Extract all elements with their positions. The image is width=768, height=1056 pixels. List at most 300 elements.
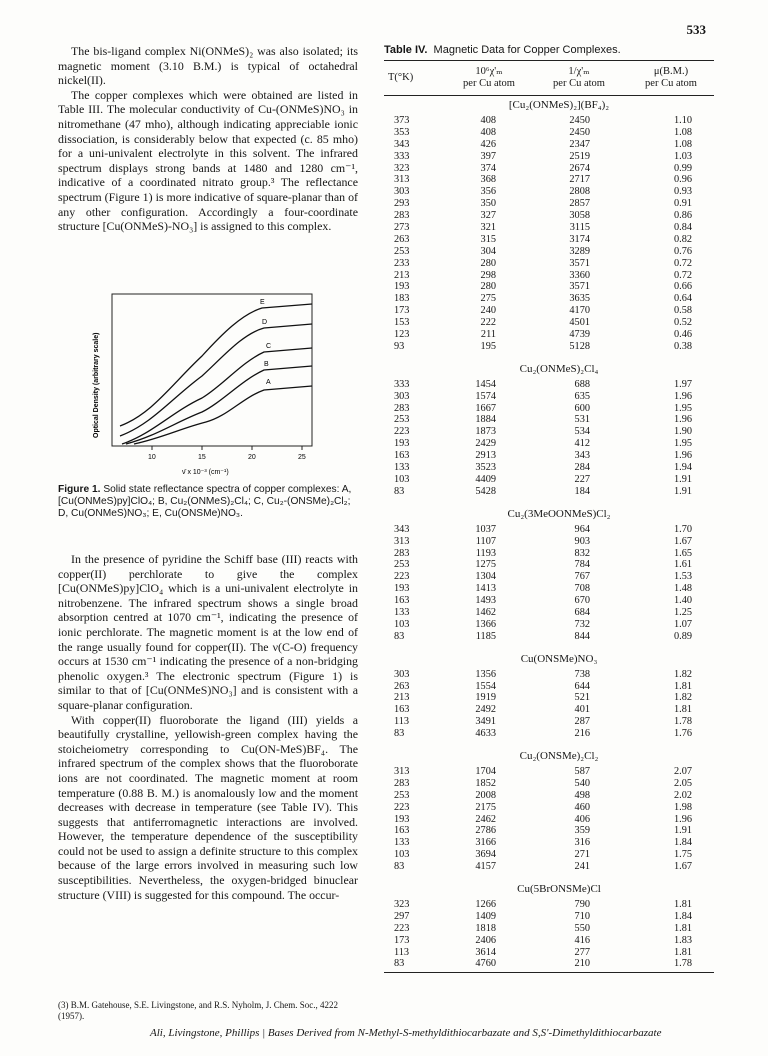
table-cell: 283 [394, 210, 410, 222]
table-cell: 93 [394, 340, 405, 352]
table-row [384, 571, 714, 583]
table-cell: 1.78 [673, 716, 692, 728]
table-cell: 1.82 [673, 692, 692, 704]
table-cell: 5428 [475, 485, 496, 497]
table-cell: 133 [394, 606, 410, 618]
table-cell: 1.75 [673, 849, 692, 861]
curve-label-A: A [266, 379, 271, 386]
table-row [384, 246, 714, 258]
table-cell: 1.84 [673, 837, 692, 849]
table-row [384, 403, 714, 415]
table-cell: 3523 [475, 462, 496, 474]
table-cell: 2913 [475, 450, 496, 462]
table-cell: 263 [394, 233, 410, 245]
table-cell: 263 [394, 680, 410, 692]
table-cell: 2008 [475, 789, 496, 801]
section-title: Cu(5BrONSMe)Cl [517, 882, 601, 895]
table-cell: 732 [574, 618, 590, 630]
curve-label-B: B [264, 361, 269, 368]
table-body [384, 96, 714, 970]
table-cell: 3289 [569, 245, 590, 257]
table-cell: 4170 [569, 305, 590, 317]
table-cell: 2786 [475, 825, 496, 837]
table-cell: 1574 [475, 390, 496, 402]
table-cell: 1037 [475, 523, 496, 535]
curve-label-C: C [266, 343, 272, 350]
table-cell: 1366 [475, 618, 496, 630]
table-cell: 2519 [569, 150, 590, 162]
table-row [384, 270, 714, 282]
table-row [384, 474, 714, 486]
table-cell: 3694 [475, 849, 496, 861]
table-cell: 2175 [475, 801, 496, 813]
table-cell: 304 [480, 245, 496, 257]
table-row [384, 814, 714, 826]
section-title: Cu₂(ONMeS)₂Cl₄ [519, 362, 599, 375]
table-cell: 195 [480, 340, 496, 352]
table-row [384, 462, 714, 474]
table-cell: 1.03 [673, 150, 692, 162]
table-row [384, 174, 714, 186]
table-cell: 1.91 [673, 485, 692, 497]
table-cell: 784 [574, 559, 590, 571]
table-cell: 353 [394, 126, 410, 138]
table-cell: 313 [394, 765, 410, 777]
table-cell: 964 [574, 523, 590, 535]
table-cell: 4739 [569, 329, 590, 341]
table-cell: 416 [574, 934, 590, 946]
table-cell: 1.82 [673, 668, 692, 680]
table-row [384, 704, 714, 716]
table-cell: 213 [394, 692, 410, 704]
table-cell: 298 [480, 269, 496, 281]
table-cell: 0.46 [673, 329, 692, 341]
table-cell: 1873 [475, 426, 496, 438]
table-row [384, 947, 714, 959]
table-cell: 790 [574, 898, 590, 910]
table-cell: 1919 [475, 692, 496, 704]
table-cell: 1.94 [673, 462, 692, 474]
table-cell: 521 [574, 692, 590, 704]
table-cell: 223 [394, 426, 410, 438]
y-axis-label: Optical Density (arbitrary scale) [93, 332, 100, 438]
table-cell: 1193 [475, 547, 496, 559]
table-cell: 460 [574, 801, 590, 813]
table-cell: 3571 [569, 257, 590, 269]
table-cell: 2450 [569, 126, 590, 138]
table-cell: 767 [574, 571, 590, 583]
table-cell: 0.52 [673, 317, 692, 329]
table-header [384, 61, 714, 95]
table-cell: 1.96 [673, 414, 692, 426]
table-cell: 1.08 [673, 126, 692, 138]
table-cell: 173 [394, 305, 410, 317]
table-row [384, 766, 714, 778]
table-cell: 323 [394, 162, 410, 174]
table-title: Magnetic Data for Copper Complexes. [433, 44, 621, 56]
table-cell: 401 [574, 704, 590, 716]
table-cell: 1356 [475, 668, 496, 680]
table-cell: 2462 [475, 813, 496, 825]
table-cell: 359 [574, 825, 590, 837]
table-cell: 0.91 [673, 198, 692, 210]
table-row [384, 631, 714, 643]
table-cell: 173 [394, 934, 410, 946]
paragraph-pyridine: In the presence of pyridine the Schiff base (III) reacts with copper(II) perchlorate to give the complex [Cu(ONMeS)py]ClO₄ which is a uni-univalent electrolyte in nitrobenzene. The infrared spectrum shows a single broad absorption centred at 1070 cm⁻¹, indicating the presence of ionic perchlorate. The magnetic moment is at the low end of the range usually found for copper(II). The ν(C-O) frequency occurs at 1530 cm⁻¹ indicating the presence of a non-bridging phenolic oxygen.³ The electronic spectrum (Figure 1) is similar to that of [Cu(ONMeS)NO₃] and is consistent with a square-planar configuration. [58, 552, 358, 712]
table-row [384, 681, 714, 693]
table-cell: 1.81 [673, 898, 692, 910]
table-cell: 1667 [475, 402, 496, 414]
table-row [384, 595, 714, 607]
table-row [384, 426, 714, 438]
table-cell: 534 [574, 426, 590, 438]
table-cell: 635 [574, 390, 590, 402]
caption-text: Solid state reflectance spectra of copper complexes: A, [Cu(ONMeS)py]ClO₄; B, Cu₂(ONMeS)₂Cl₄; C, Cu₂-(ONSMe)₂Cl₂; D, Cu(ONMeS)NO₃; E, Cu(ONSMe)NO₃. [58, 484, 352, 519]
table-cell: 0.99 [673, 162, 692, 174]
table-cell: 2347 [569, 138, 590, 150]
table-cell: 253 [394, 245, 410, 257]
table-cell: 0.38 [673, 340, 692, 352]
x-tick-20: 20 [248, 454, 256, 461]
table-cell: 1.25 [673, 606, 692, 618]
table-cell: 210 [574, 958, 590, 970]
page-number: 533 [686, 22, 706, 37]
table-cell: 297 [394, 910, 410, 922]
table-cell: 368 [480, 174, 496, 186]
table-cell: 1818 [475, 922, 496, 934]
table-cell: 184 [574, 485, 590, 497]
table-cell: 356 [480, 186, 496, 198]
curve-E [120, 304, 312, 426]
left-column-bottom [58, 552, 358, 902]
table-cell: 103 [394, 849, 410, 861]
table-cell: 303 [394, 186, 410, 198]
paragraph-nickel: The bis-ligand complex Ni(ONMeS)₂ was also isolated; its magnetic moment (3.10 B.M.) is typical of octahedral nickel(II). [58, 44, 358, 88]
table-cell: 1.91 [673, 473, 692, 485]
x-tick-25: 25 [298, 454, 306, 461]
table-cell: 103 [394, 473, 410, 485]
table-cell: 3058 [569, 210, 590, 222]
table-cell: 3614 [475, 946, 496, 958]
table-cell: 0.66 [673, 281, 692, 293]
table-cell: 0.64 [673, 293, 692, 305]
table-cell: 277 [574, 946, 590, 958]
table-cell: 133 [394, 462, 410, 474]
table-row [384, 559, 714, 571]
table-cell: 1304 [475, 571, 496, 583]
table-cell: 193 [394, 438, 410, 450]
caption-label: Figure 1. [58, 484, 101, 495]
table-cell: 738 [574, 668, 590, 680]
table-cell: 303 [394, 390, 410, 402]
table-cell: 253 [394, 559, 410, 571]
table-cell: 1.95 [673, 402, 692, 414]
table-row [384, 911, 714, 923]
section-title: [Cu₂(ONMeS)₂](BF₄)₂ [508, 99, 610, 111]
table-cell: 1.98 [673, 801, 692, 813]
table-row [384, 899, 714, 911]
table-cell: 343 [574, 450, 590, 462]
table-cell: 211 [480, 329, 496, 341]
table-row [384, 861, 714, 873]
table-cell: 83 [394, 728, 405, 740]
table-row [384, 293, 714, 305]
table-cell: 2717 [569, 174, 590, 186]
table-row [384, 438, 714, 450]
table-cell: 2429 [475, 438, 496, 450]
table-cell: 3360 [569, 269, 590, 281]
table-cell: 1.67 [673, 861, 692, 873]
table-cell: 1462 [475, 606, 496, 618]
table-row [384, 619, 714, 631]
running-footer: Ali, Livingstone, Phillips | Bases Derived from N-Methyl-S-methyldithiocarbazate and S,S'-Dimethyldithiocarbazate [150, 1027, 662, 1039]
table-cell: 844 [574, 630, 590, 642]
table-cell: 83 [394, 958, 405, 970]
figure-caption [58, 484, 363, 520]
table-row [384, 825, 714, 837]
table-cell: 1.10 [673, 115, 692, 126]
table-row [384, 127, 714, 139]
table-row [384, 258, 714, 270]
table-cell: 397 [480, 150, 496, 162]
plot-frame [112, 294, 312, 446]
table-row [384, 790, 714, 802]
table-cell: 903 [574, 535, 590, 547]
table-cell: 275 [480, 293, 496, 305]
table-cell: 408 [480, 115, 496, 126]
header-mu: μ(B.M.) per Cu atom [645, 66, 697, 89]
table-cell: 3635 [569, 293, 590, 305]
table-cell: 1.81 [673, 704, 692, 716]
table-cell: 153 [394, 317, 410, 329]
table-cell: 1.96 [673, 813, 692, 825]
table-cell: 4501 [569, 317, 590, 329]
table-row [384, 778, 714, 790]
x-axis-label: ν̄ x 10⁻³ (cm⁻¹) [182, 469, 229, 476]
table-cell: 1.61 [673, 559, 692, 571]
table-cell: 273 [394, 222, 410, 234]
table-row [384, 210, 714, 222]
section-title: Cu₂(ONSMe)₂Cl₂ [519, 749, 599, 762]
table-label: Table IV. [384, 44, 428, 56]
table-row [384, 524, 714, 536]
table-cell: 374 [480, 162, 496, 174]
table-cell: 271 [574, 849, 590, 861]
table-cell: 1.76 [673, 728, 692, 740]
table-cell: 1852 [475, 777, 496, 789]
table-cell: 3491 [475, 716, 496, 728]
table-cell: 0.86 [673, 210, 692, 222]
table-cell: 163 [394, 595, 410, 607]
table-cell: 323 [394, 898, 410, 910]
reflectance-spectra-plot [58, 288, 358, 478]
table-row [384, 281, 714, 293]
table-cell: 0.82 [673, 233, 692, 245]
table-cell: 1413 [475, 583, 496, 595]
table-cell: 710 [574, 910, 590, 922]
table-row [384, 151, 714, 163]
table-row [384, 849, 714, 861]
table-iv [384, 44, 714, 973]
table-cell: 316 [574, 837, 590, 849]
curve-A [134, 386, 312, 444]
table-cell: 1.83 [673, 934, 692, 946]
table-cell: 1.78 [673, 958, 692, 970]
table-cell: 1493 [475, 595, 496, 607]
table-cell: 1409 [475, 910, 496, 922]
table-cell: 1.08 [673, 138, 692, 150]
table-row [384, 115, 714, 127]
table-row [384, 923, 714, 935]
table-row [384, 186, 714, 198]
table-cell: 163 [394, 825, 410, 837]
table-row [384, 414, 714, 426]
table-row [384, 341, 714, 353]
table-cell: 1.67 [673, 535, 692, 547]
table-cell: 113 [394, 716, 410, 728]
table-cell: 426 [480, 138, 496, 150]
table-cell: 3174 [569, 233, 590, 245]
table-cell: 283 [394, 547, 410, 559]
table-caption [384, 44, 714, 56]
table-cell: 0.84 [673, 222, 692, 234]
paragraph-fluoroborate: With copper(II) fluoroborate the ligand (III) yields a beautifully crystalline, yellowish-green complex having the stoicheiometry corresponding to Cu(ON-MeS)BF₄. The infrared spectrum of the complex shows that the fluoroborate ions are not coordinated. The magnetic moment at room temperature (0.88 B. M.) is anomalously low and the moment decreases with decrease in temperature (see Table IV). This suggests that antiferromagnetic interactions are involved. However, the temperature dependence of the susceptibility could not be used to assign a definite structure to this complex because of the large errors involved in measuring such low susceptibilities. Nevertheless, the oxygen-bridged binuclear structure (VIII) is suggested for this compound. The occur- [58, 712, 358, 902]
table-cell: 498 [574, 789, 590, 801]
table-cell: 1.70 [673, 523, 692, 535]
table-cell: 4157 [475, 861, 496, 873]
table-row [384, 583, 714, 595]
table-cell: 163 [394, 704, 410, 716]
table-cell: 223 [394, 801, 410, 813]
table-cell: 223 [394, 571, 410, 583]
table-row [384, 837, 714, 849]
table-cell: 4633 [475, 728, 496, 740]
table-cell: 1554 [475, 680, 496, 692]
table-row [384, 379, 714, 391]
table-cell: 1.91 [673, 825, 692, 837]
table-cell: 1.84 [673, 910, 692, 922]
table-cell: 0.93 [673, 186, 692, 198]
table-cell: 4409 [475, 473, 496, 485]
table-cell: 3571 [569, 281, 590, 293]
table-cell: 1.96 [673, 390, 692, 402]
table-cell: 283 [394, 777, 410, 789]
table-cell: 133 [394, 837, 410, 849]
table-cell: 2.07 [673, 765, 692, 777]
table-cell: 227 [574, 473, 590, 485]
table-cell: 1.40 [673, 595, 692, 607]
table-cell: 1.48 [673, 583, 692, 595]
table-cell: 343 [394, 138, 410, 150]
table-cell: 408 [480, 126, 496, 138]
table-cell: 670 [574, 595, 590, 607]
table-cell: 333 [394, 150, 410, 162]
table-cell: 240 [480, 305, 496, 317]
table-row [384, 692, 714, 704]
table-cell: 103 [394, 618, 410, 630]
table-cell: 343 [394, 523, 410, 535]
header-temperature: T(°K) [388, 72, 414, 83]
table-row [384, 391, 714, 403]
table-cell: 303 [394, 668, 410, 680]
table-cell: 327 [480, 210, 496, 222]
section-title: Cu₂(3MeOONMeS)Cl₂ [507, 507, 611, 520]
table-cell: 216 [574, 728, 590, 740]
table-cell: 280 [480, 281, 496, 293]
table-cell: 3166 [475, 837, 496, 849]
table-row [384, 802, 714, 814]
table-cell: 1107 [475, 535, 496, 547]
footnote: (3) B.M. Gatehouse, S.E. Livingstone, and R.S. Nyholm, J. Chem. Soc., 4222 (1957). [58, 1000, 338, 1021]
curve-label-D: D [262, 319, 268, 326]
left-column-top [58, 44, 358, 234]
table-cell: 2808 [569, 186, 590, 198]
table-row [384, 317, 714, 329]
table-cell: 284 [574, 462, 590, 474]
table-cell: 222 [480, 317, 496, 329]
table-cell: 0.72 [673, 269, 692, 281]
table-cell: 183 [394, 293, 410, 305]
table-cell: 1.81 [673, 680, 692, 692]
table-cell: 412 [574, 438, 590, 450]
table-cell: 0.76 [673, 245, 692, 257]
table-cell: 283 [394, 402, 410, 414]
table-cell: 1.81 [673, 946, 692, 958]
table-cell: 113 [394, 946, 410, 958]
table-cell: 1704 [475, 765, 496, 777]
table-row [384, 198, 714, 210]
table-row [384, 139, 714, 151]
table-cell: 832 [574, 547, 590, 559]
table-cell: 2492 [475, 704, 496, 716]
table-cell: 233 [394, 257, 410, 269]
table-row [384, 486, 714, 498]
table-cell: 321 [480, 222, 496, 234]
x-tick-15: 15 [198, 454, 206, 461]
table-row [384, 234, 714, 246]
table-row [384, 607, 714, 619]
table-cell: 293 [394, 198, 410, 210]
table-cell: 2450 [569, 115, 590, 126]
table-cell: 406 [574, 813, 590, 825]
table-cell: 1.97 [673, 378, 692, 390]
table-cell: 333 [394, 378, 410, 390]
table-cell: 1.53 [673, 571, 692, 583]
table-cell: 313 [394, 535, 410, 547]
table-cell: 2406 [475, 934, 496, 946]
table-row [384, 163, 714, 175]
table-cell: 373 [394, 115, 410, 126]
table-cell: 213 [394, 269, 410, 281]
table-cell: 83 [394, 630, 405, 642]
x-tick-10: 10 [148, 454, 156, 461]
table-cell: 1.65 [673, 547, 692, 559]
table-cell: 193 [394, 583, 410, 595]
table-row [384, 669, 714, 681]
table-cell: 540 [574, 777, 590, 789]
table-cell: 1884 [475, 414, 496, 426]
table-row [384, 450, 714, 462]
table-cell: 587 [574, 765, 590, 777]
table-row [384, 222, 714, 234]
table-cell: 0.72 [673, 257, 692, 269]
table-cell: 193 [394, 281, 410, 293]
table-cell: 163 [394, 450, 410, 462]
table-cell: 241 [574, 861, 590, 873]
table-cell: 1275 [475, 559, 496, 571]
table-cell: 1454 [475, 378, 496, 390]
table-cell: 5128 [569, 340, 590, 352]
